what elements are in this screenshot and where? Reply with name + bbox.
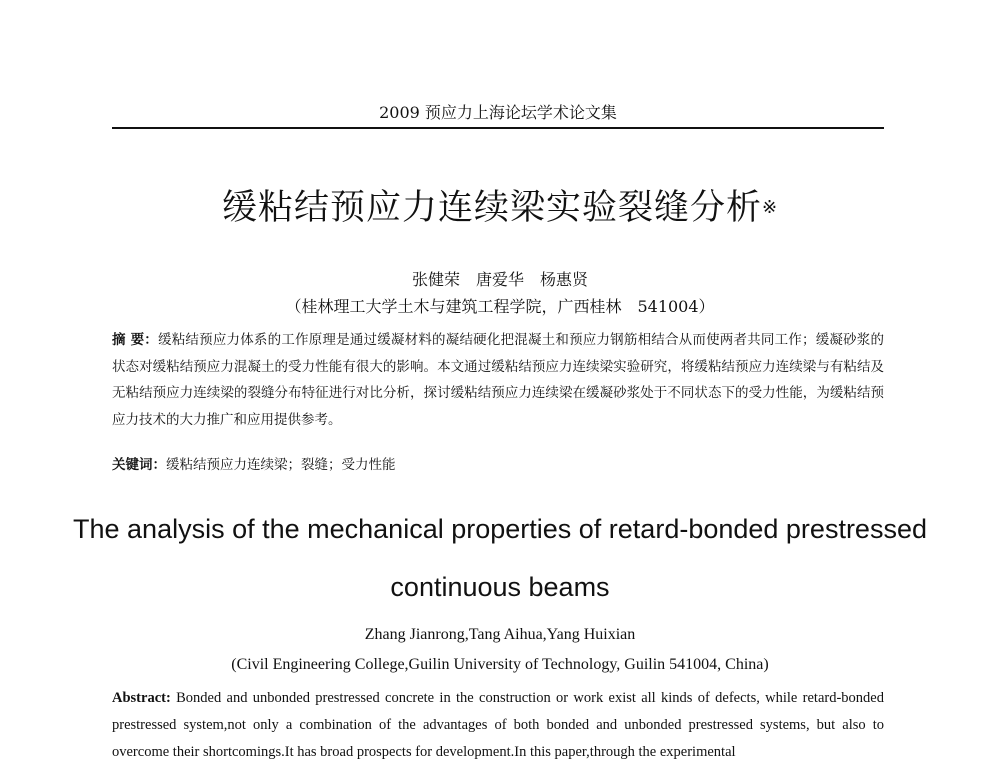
abstract-en-body: Bonded and unbonded prestressed concrete in the construction or work exist all kinds of defects, while retard-bonded prestressed system,not only a combination of the advantages of both bonded and unbonded prestressed systems, but also to overcome their shortcomings.It has broad prospects for development.In this paper,through the experimental	[112, 690, 884, 760]
keywords-chinese	[112, 455, 884, 475]
affiliation-english: (Civil Engineering College,Guilin University of Technology, Guilin 541004, China)	[231, 656, 769, 673]
abstract-en-label: Abstract:	[112, 690, 171, 706]
paper-title-chinese	[0, 186, 1000, 230]
authors-english: Zhang Jianrong,Tang Aihua,Yang Huixian	[364, 626, 636, 643]
abstract-english	[112, 685, 884, 766]
title-footnote-mark: ※	[761, 197, 779, 218]
title-cn-text: 缓粘结预应力连续梁实验裂缝分析	[221, 188, 762, 228]
abstract-chinese	[112, 327, 884, 433]
running-header	[112, 103, 884, 129]
authors-chinese: 张健荣 唐爱华 杨惠贤	[411, 270, 588, 289]
paper-title-english: The analysis of the mechanical properties of retard-bonded prestressed continuous beams	[73, 514, 927, 602]
keywords-cn-label: 关键词：	[112, 457, 166, 473]
abstract-cn-body: 缓粘结预应力体系的工作原理是通过缓凝材料的凝结硬化把混凝土和预应力钢筋相结合从而使两者共同工作；缓凝砂浆的状态对缓粘结预应力混凝土的受力性能有很大的影响。本文通过缓粘结预应力连续梁实验研究，将缓粘结预应力连续梁与有粘结及无粘结预应力连续梁的裂缝分布特征进行对比分析，探讨缓粘结预应力连续梁在缓凝砂浆处于不同状态下的受力性能，为缓粘结预应力技术的大力推广和应用提供参考。	[112, 332, 885, 428]
running-header-text: 2009 预应力上海论坛学术论文集	[379, 103, 617, 122]
affiliation-chinese: （桂林理工大学土木与建筑工程学院，广西桂林 541004）	[285, 297, 715, 316]
abstract-cn-label: 摘 要：	[112, 332, 159, 348]
keywords-cn-body: 缓粘结预应力连续梁；裂缝；受力性能	[166, 457, 396, 473]
